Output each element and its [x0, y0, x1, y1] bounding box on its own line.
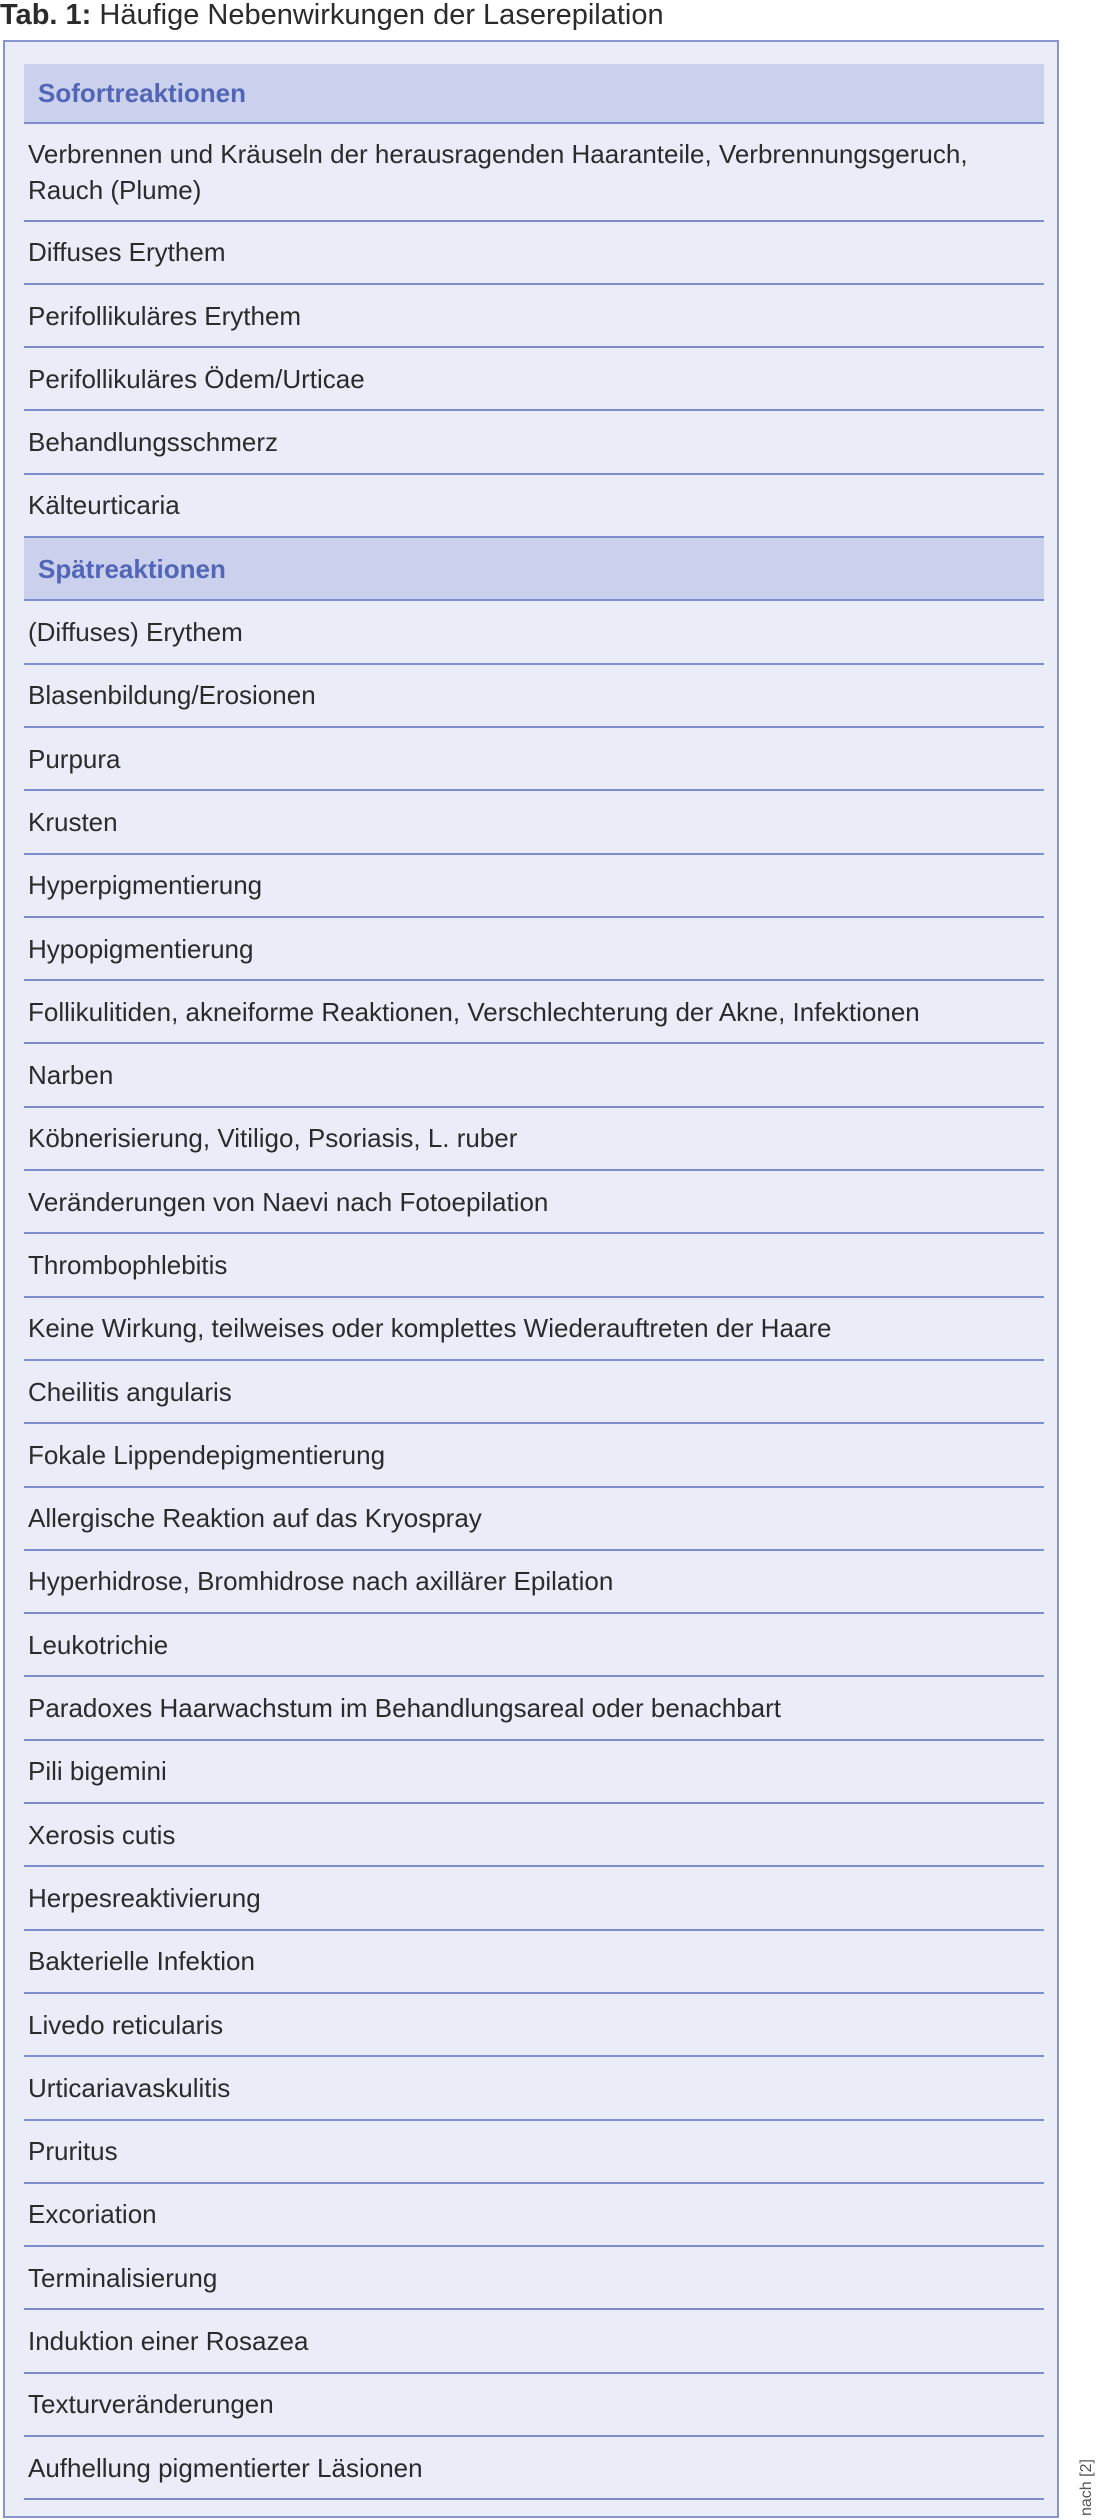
table-row: Cheilitis angularis — [24, 1361, 1044, 1424]
source-note: nach [2] — [1078, 2459, 1095, 2516]
table-row: Thrombophlebitis — [24, 1234, 1044, 1297]
table-row: Purpura — [24, 728, 1044, 791]
table-row: Hyperhidrose, Bromhidrose nach axillärer Epilation — [24, 1551, 1044, 1614]
table-row: Fokale Lippendepigmentierung — [24, 1424, 1044, 1487]
table-row: Herpesreaktivierung — [24, 1867, 1044, 1930]
table-row: Köbnerisierung, Vitiligo, Psoriasis, L. ruber — [24, 1108, 1044, 1171]
table-caption-title: Häufige Nebenwirkungen der Laserepilation — [99, 0, 664, 31]
table-row: Perifollikuläres Ödem/Urticae — [24, 348, 1044, 411]
table-row: Bakterielle Infektion — [24, 1931, 1044, 1994]
table-row: Pili bigemini — [24, 1741, 1044, 1804]
table-row: Follikulitiden, akneiforme Reaktionen, Verschlechterung der Akne, Infektionen — [24, 981, 1044, 1044]
table-row: Terminalisierung — [24, 2247, 1044, 2310]
table-row: Verbrennen und Kräuseln der herausragenden Haaranteile, Verbrennungsgeruch, Rauch (Plume) — [24, 124, 1044, 222]
table-row: Blasenbildung/Erosionen — [24, 665, 1044, 728]
table-row: Xerosis cutis — [24, 1804, 1044, 1867]
side-effects-table — [24, 64, 1044, 2500]
table-row: Allergische Reaktion auf das Kryospray — [24, 1488, 1044, 1551]
table-caption — [0, 0, 664, 36]
table-row: Leukotrichie — [24, 1614, 1044, 1677]
table-row: Veränderungen von Naevi nach Fotoepilation — [24, 1171, 1044, 1234]
section-header: Spätreaktionen — [24, 538, 1044, 601]
table-row: Perifollikuläres Erythem — [24, 285, 1044, 348]
table-row: Narben — [24, 1044, 1044, 1107]
table-row: Urticariavaskulitis — [24, 2057, 1044, 2120]
table-row: Induktion einer Rosazea — [24, 2310, 1044, 2373]
section-header: Sofortreaktionen — [24, 64, 1044, 124]
table-row: Krusten — [24, 791, 1044, 854]
table-row: Texturveränderungen — [24, 2374, 1044, 2437]
table-row: Hyperpigmentierung — [24, 855, 1044, 918]
table-row: Livedo reticularis — [24, 1994, 1044, 2057]
table-row: Pruritus — [24, 2121, 1044, 2184]
table-row: Aufhellung pigmentierter Läsionen — [24, 2437, 1044, 2500]
table-row: (Diffuses) Erythem — [24, 601, 1044, 664]
table-row: Diffuses Erythem — [24, 222, 1044, 285]
table-row: Excoriation — [24, 2184, 1044, 2247]
table-row: Keine Wirkung, teilweises oder komplettes Wiederauftreten der Haare — [24, 1298, 1044, 1361]
side-effects-table-frame — [3, 40, 1059, 2518]
table-caption-label: Tab. 1: — [0, 0, 92, 31]
table-row: Hypopigmentierung — [24, 918, 1044, 981]
table-row: Behandlungsschmerz — [24, 411, 1044, 474]
table-row: Kälteurticaria — [24, 475, 1044, 538]
table-row: Paradoxes Haarwachstum im Behandlungsareal oder benachbart — [24, 1677, 1044, 1740]
